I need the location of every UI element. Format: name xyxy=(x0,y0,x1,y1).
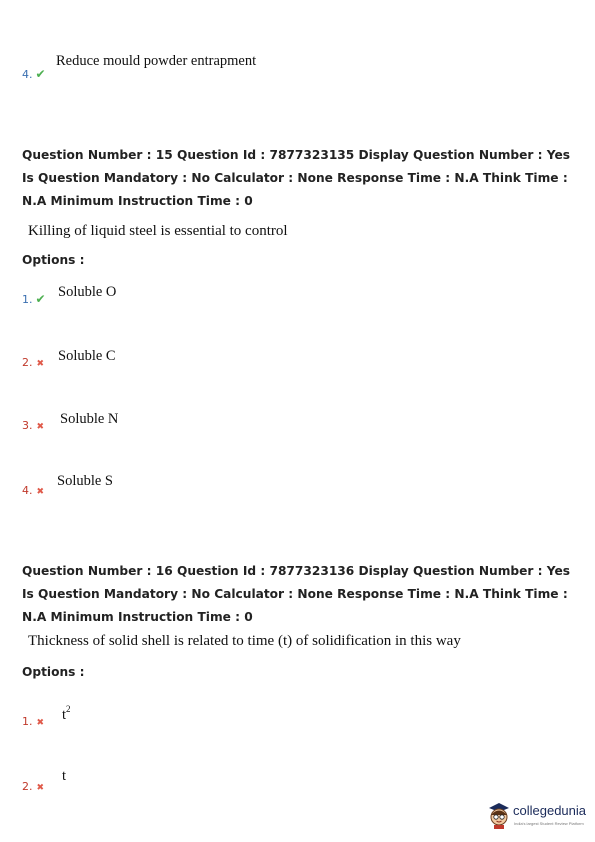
q15-option-4 xyxy=(22,473,322,499)
q15-option-3 xyxy=(22,411,322,437)
logo-wordmark: collegedunia xyxy=(513,803,587,818)
option-number: 1. ✔ xyxy=(22,292,46,306)
q16-option-1 xyxy=(22,705,322,733)
cross-icon: ✖ xyxy=(36,718,45,728)
check-icon: ✔ xyxy=(35,67,46,81)
option-number: 4. ✔ xyxy=(22,67,46,81)
option-text: Soluble C xyxy=(58,348,116,364)
options-label: Options : xyxy=(22,665,85,679)
prev-option-4 xyxy=(22,52,422,82)
option-number: 2. ✖ xyxy=(22,780,45,793)
logo-tagline: India's largest Student Review Platform xyxy=(514,821,584,826)
question-15-stem: Killing of liquid steel is essential to control xyxy=(28,223,288,239)
cross-icon: ✖ xyxy=(36,422,45,432)
cross-icon: ✖ xyxy=(36,783,45,793)
options-label: Options : xyxy=(22,253,85,267)
question-15-header: Question Number : 15 Question Id : 7877323135 Display Question Number : Yes Is Question Mandatory : No Calculator : None Response Time : N.A Think Time : N.A Minimum Instruction Time : 0 xyxy=(22,148,571,208)
cross-icon: ✖ xyxy=(36,359,45,369)
q15-option-2 xyxy=(22,348,322,374)
collegedunia-logo xyxy=(487,800,591,834)
q16-option-2 xyxy=(22,768,322,796)
check-icon: ✔ xyxy=(35,292,46,306)
option-number: 2. ✖ xyxy=(22,356,45,369)
option-number: 3. ✖ xyxy=(22,419,45,432)
question-16-stem: Thickness of solid shell is related to time (t) of solidification in this way xyxy=(28,633,461,649)
question-16-header: Question Number : 16 Question Id : 7877323136 Display Question Number : Yes Is Question Mandatory : No Calculator : None Response Time : N.A Think Time : N.A Minimum Instruction Time : 0 xyxy=(22,564,571,624)
q15-option-1 xyxy=(22,284,322,310)
option-number: 4. ✖ xyxy=(22,484,45,497)
option-formula: $t^2$ xyxy=(62,704,71,723)
cross-icon: ✖ xyxy=(36,487,45,497)
option-text: Soluble O xyxy=(58,284,117,300)
option-text: Soluble S xyxy=(57,473,113,489)
graduate-mascot-icon xyxy=(487,800,511,830)
option-text: Soluble N xyxy=(60,411,119,427)
option-text: t xyxy=(62,768,67,784)
option-text: Reduce mould powder entrapment xyxy=(56,53,257,69)
option-number: 1. ✖ xyxy=(22,715,45,728)
